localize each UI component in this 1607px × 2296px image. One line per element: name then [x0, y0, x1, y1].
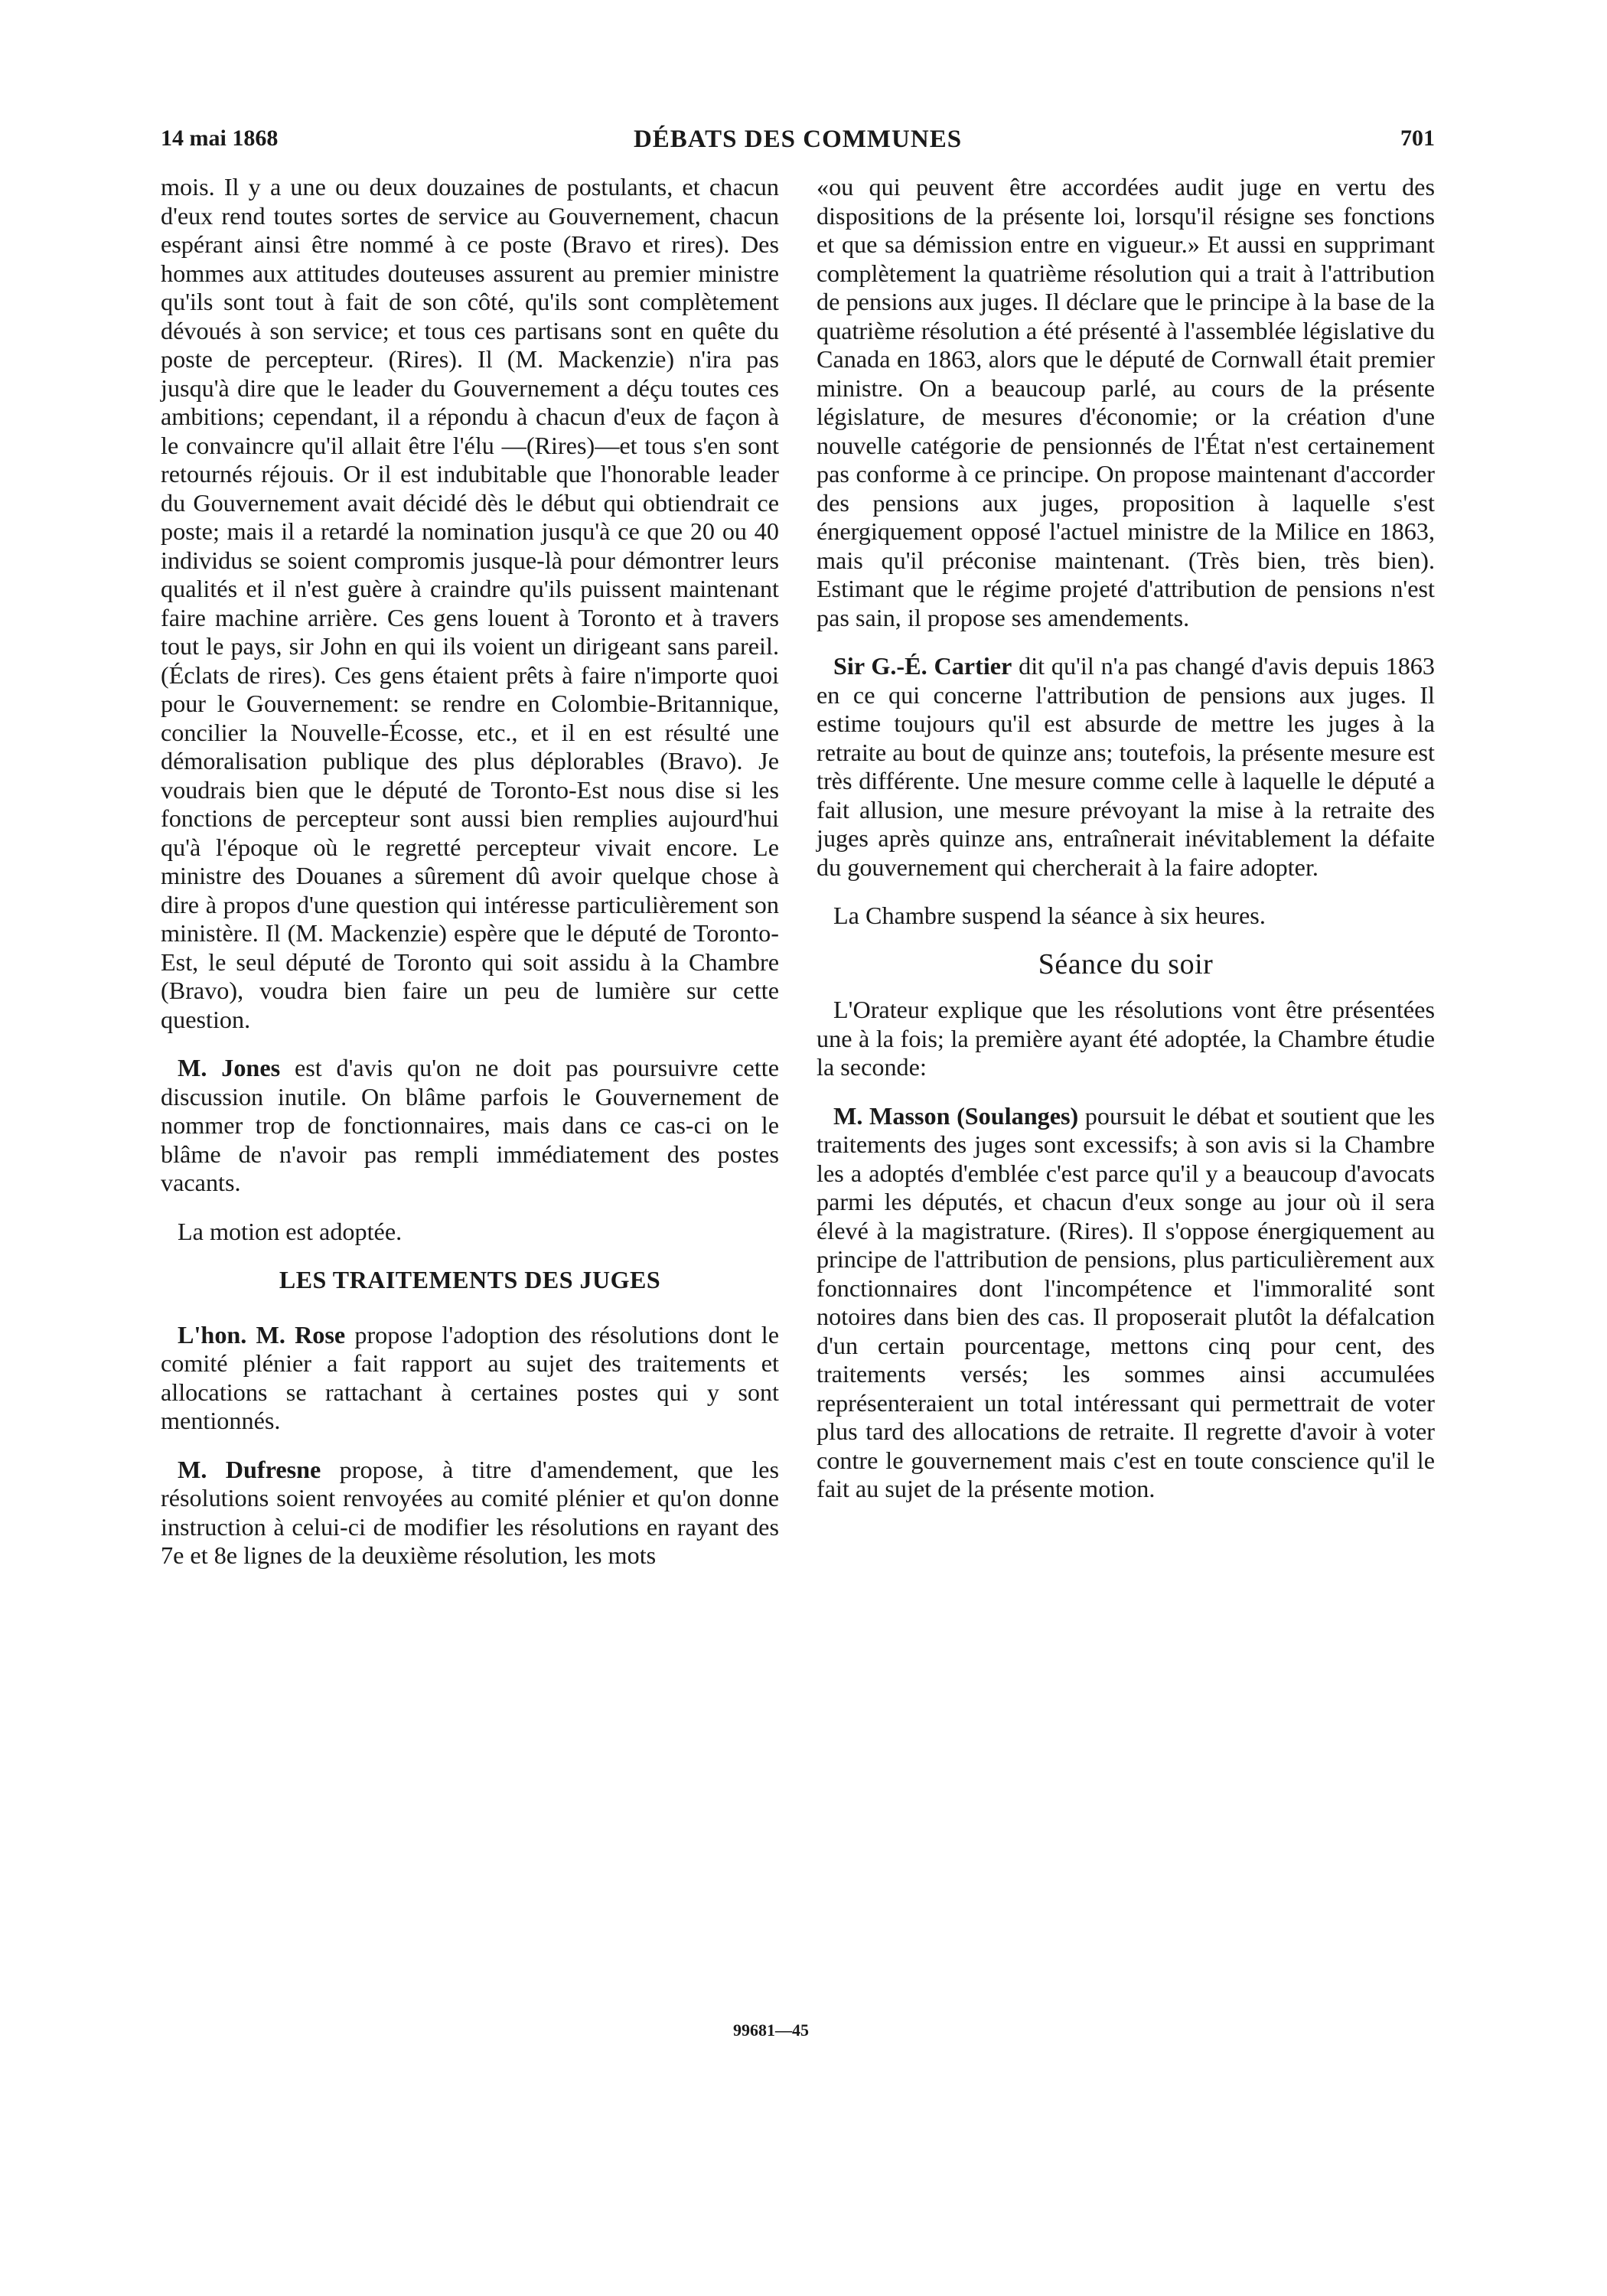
- speaker-name: M. Masson (Soulanges): [833, 1101, 1079, 1130]
- page-header: [161, 126, 1435, 164]
- speech-text: propose l'adoption des résolutions dont le comité plénier a fait rapport au sujet des traitements et allocations se rattachant à certaines postes qui y sont mentionnés.: [161, 1320, 779, 1434]
- page-number: 701: [1400, 126, 1435, 151]
- speech-text: poursuit le débat et soutient que les traitements des juges sont excessifs; à son avis si la Chambre les a adoptés d'emblée c'est parce qu'il y a beaucoup d'avocats parmi les députés, et chacun d'eux songe au jour où il sera élevé à la magistrature. (Rires). Il s'oppose énergiquement au principe de l'attribution de pensions, plus particulièrement aux fonctionnaires dont l'incompétence et l'immoralité sont notoires dans bien des cas. Il proposerait plutôt la défalcation d'un certain pourcentage, mettons cinq pour cent, des traitements versés; les sommes ainsi accumulées représenteraient un total intéressant qui permettrait de voter plus tard des allocations de retraite. Il regrette d'avoir à voter contre le gouvernement mais c'est en toute conscience qu'il le fait au sujet de la présente motion.: [817, 1101, 1435, 1502]
- footer-code: 99681—45: [733, 2020, 809, 2040]
- speaker-name: M. Jones: [178, 1054, 281, 1081]
- evening-session-heading: Séance du soir: [1038, 947, 1214, 980]
- speech-text: dit qu'il n'a pas changé d'avis depuis 1863 en ce qui concerne l'attribution de pensions aux juges. Il estime toujours qu'il est absurde de mettre les juges à la retraite au bout de quinze ans; toutefois, la présente mesure est très différente. Une mesure comme celle à laquelle le député a fait allusion, une mesure prévoyant la mise à la retraite des juges après quinze ans, entraînerait inévitablement la défaite du gouvernement qui chercherait à la faire adopter.: [817, 652, 1435, 881]
- speaker-name: M. Dufresne: [178, 1455, 321, 1483]
- header-date: 14 mai 1868: [161, 126, 279, 151]
- left-column: [161, 173, 779, 1590]
- paragraph-cartier: [817, 652, 1435, 882]
- speech-text: est d'avis qu'on ne doit pas poursuivre cette discussion inutile. On blâme parfois le Gouvernement de nommer trop de fonctionnaires, mais dans ce cas-ci on le blâme de n'avoir pas rempli immédiatement des postes vacants.: [161, 1054, 780, 1196]
- paragraph-dufresne: [161, 1456, 779, 1570]
- paragraph-dufresne-continued: «ou qui peuvent être accordées audit juge en vertu des dispositions de la présente loi, lorsqu'il résigne ses fonctions et que sa démission entre en vigueur.» Et aussi en supprimant complètement la quatrième résolution qui a trait à l'attribution de pensions aux juges. Il déclare que le principe à la base de la quatrième résolution a été présenté à l'assemblée législative du Canada en 1863, alors que le député de Cornwall était premier ministre. On a beaucoup parlé, au cours de la présente législature, de mesures d'économie; or la création d'une nouvelle catégorie de pensionnés de l'État n'est certainement pas conforme à ce principe. On propose maintenant d'accorder des pensions aux juges, proposition à laquelle s'est énergiquement opposé l'actuel ministre de la Milice en 1863, mais qu'il préconise maintenant. (Très bien, très bien). Estimant que le régime projeté d'attribution de pensions n'est pas sain, il propose ses amendements.: [817, 173, 1435, 631]
- header-title: DÉBATS DES COMMUNES: [633, 126, 963, 153]
- paragraph-orateur: L'Orateur explique que les résolutions vont être présentées une à la fois; la première ayant été adoptée, la Chambre étudie la seconde:: [817, 996, 1435, 1081]
- section-heading: LES TRAITEMENTS DES JUGES: [279, 1266, 661, 1293]
- speaker-name: L'hon. M. Rose: [178, 1320, 346, 1349]
- paragraph-mackenzie-continued: mois. Il y a une ou deux douzaines de postulants, et chacun d'eux rend toutes sortes de service au Gouvernement, chacun espérant ainsi être nommé à ce poste (Bravo et rires). Des hommes aux attitudes douteuses assurent au premier ministre qu'ils sont tout à fait de son côté, qu'ils sont complètement dévoués à son service; et tous ces partisans sont en quête du poste de percepteur. (Rires). Il (M. Mackenzie) n'ira pas jusqu'à dire que le leader du Gouvernement a déçu toutes ces ambitions; cependant, il a répondu à chacun d'eux de façon à le convaincre qu'il allait être l'élu —(Rires)—et tous s'en sont retournés réjouis. Or il est indubitable que l'honorable leader du Gouvernement avait décidé dès le début qui obtiendrait ce poste; mais il a retardé la nomination jusqu'à ce que 20 ou 40 individus se soient compromis jusque-là pour démontrer leurs qualités et il n'est guère à craindre qu'ils puissent maintenant faire machine arrière. Ces gens louent à Toronto et à travers tout le pays, sir John en qui ils voient un dirigeant sans pareil. (Éclats de rires). Ces gens étaient prêts à faire n'importe quoi pour le Gouvernement: se rendre en Colombie-Britannique, concilier la Nouvelle-Écosse, etc., et il en est résulté une démoralisation publique des plus déplorables (Bravo). Je voudrais bien que le député de Toronto-Est nous dise si les fonctions de percepteur sont aussi bien remplies aujourd'hui qu'à l'époque où le regretté percepteur vivait encore. Le ministre des Douanes a sûrement dû avoir quelque chose à dire à propos d'une question qui intéresse particulièrement son ministère. Il (M. Mackenzie) espère que le député de Toronto-Est, le seul député de Toronto qui soit assidu à la Chambre (Bravo), voudra bien faire un peu de lumière sur cette question.: [161, 173, 779, 1033]
- speaker-name: Sir G.-É. Cartier: [833, 652, 1012, 680]
- paragraph-masson: [817, 1102, 1435, 1504]
- paragraph-rose: [161, 1321, 779, 1436]
- right-column: [817, 173, 1435, 1524]
- session-suspended-note: La Chambre suspend la séance à six heures.: [833, 902, 1266, 929]
- paragraph-jones: [161, 1054, 779, 1198]
- motion-adopted-note: La motion est adoptée.: [178, 1217, 403, 1245]
- speech-text: propose, à titre d'amendement, que les résolutions soient renvoyées au comité plénier et qu'on donne instruction à celui-ci de modifier les résolutions en rayant des 7e et 8e lignes de la deuxième résolution, les mots: [161, 1455, 779, 1569]
